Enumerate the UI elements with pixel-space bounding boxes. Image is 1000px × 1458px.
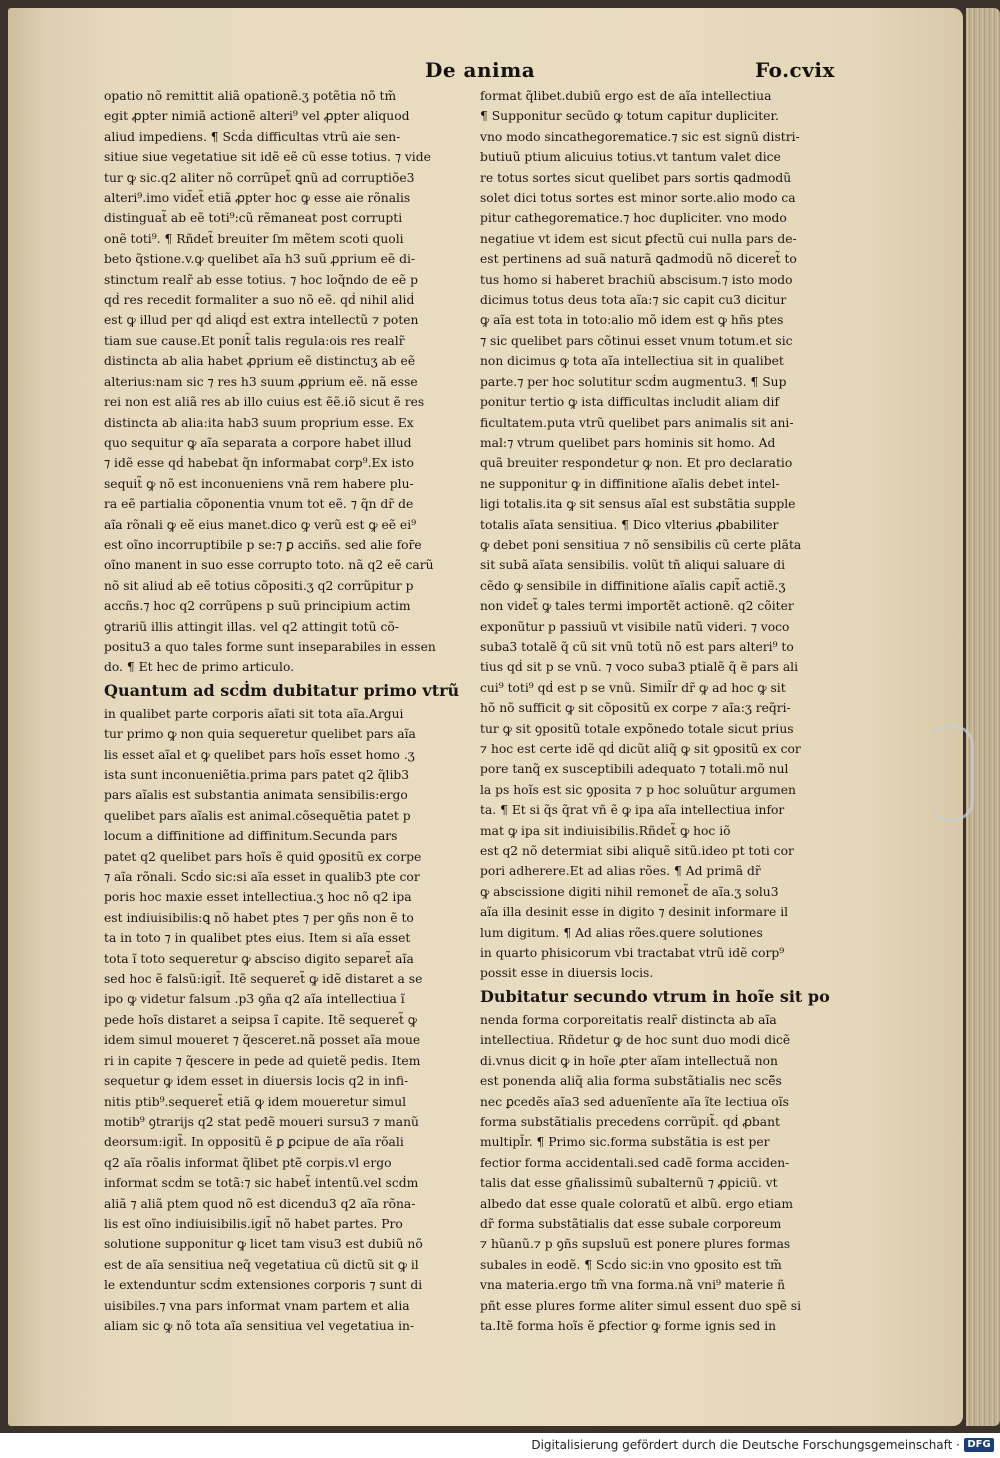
text-line: tota ĩ toto sequeretur ꝙ absciso digito separet̃ aĩa bbox=[104, 951, 414, 966]
text-line: distincta ab alia:ita hab3 suum proprium esse. Ex bbox=[104, 415, 414, 430]
text-line: locum a diffinitione ad diffinitum.Secunda pars bbox=[104, 829, 398, 844]
text-line: solutione supponitur ꝙ licet tam visu3 est dubiũ nõ bbox=[104, 1237, 423, 1252]
running-title: De anima bbox=[425, 58, 536, 82]
text-line: tur primo ꝙ non quia sequeretur quelibet pars aĩa bbox=[104, 727, 416, 742]
text-line: aliam sic ꝙ nõ tota aĩa sensitiua vel vegetatiua in- bbox=[104, 1318, 415, 1333]
text-line: ⁊ hoc est certe idẽ qḋ dicũt aliq̃ ꝙ sit ꝯpositũ ex cor bbox=[480, 742, 801, 756]
text-line: sed hoc ẽ falsũ:igit̃. Itẽ sequeret̃ ꝙ idẽ distaret a se bbox=[104, 972, 423, 987]
text-line: non dicimus ꝙ tota aĩa intellectiua sit in qualibet bbox=[480, 354, 784, 369]
text-line: pori adherere.Et ad alias rões. ¶ Ad primã dr̃ bbox=[480, 864, 761, 879]
text-line: ꝙ aĩa est tota in toto:alio mõ idem est ꝙ hñs ptes bbox=[480, 313, 784, 328]
text-line: multipl̃r. ¶ Primo sic.forma substãtia is est per bbox=[480, 1135, 770, 1150]
right-column bbox=[480, 86, 852, 1336]
right-column-lines bbox=[480, 86, 852, 984]
text-line: vna materia.ergo tm̃ vna forma.nã vni⁹ materie ñ bbox=[480, 1278, 785, 1293]
text-line: tiam sue cause.Et ponit̃ talis regula:ois res realr̃ bbox=[104, 333, 405, 348]
text-line: ¶ Supponitur secũdo ꝙ totum capitur dupliciter. bbox=[480, 109, 779, 124]
text-line: patet q2 quelibet pars hoĩs ẽ quid ꝯpositũ ex corpe bbox=[104, 849, 422, 864]
text-line: solet dici totus sortes est minor sorte.alio modo ca bbox=[480, 191, 796, 206]
text-line: ta.Itẽ forma hoĩs ẽ ꝑfectior ꝙ forme ignis sed in bbox=[480, 1318, 777, 1333]
left-column-lines-2 bbox=[104, 704, 476, 1337]
text-line: vno modo sincathegorematice.⁊ sic est signũ distri- bbox=[480, 129, 800, 144]
text-line: ligi totalis.ita ꝙ sit sensus aĩal est substãtia supple bbox=[480, 497, 796, 512]
text-line: lis est oĩno indiuisibilis.igit̃ nõ habet partes. Pro bbox=[104, 1216, 403, 1231]
text-line: pitur cathegorematice.⁊ hoc dupliciter. vno modo bbox=[480, 211, 787, 226]
text-line: totalis aĩata sensitiua. ¶ Dico vlterius ꝓbabiliter bbox=[480, 517, 779, 532]
text-line: albedo dat esse quale coloratũ et albũ. ergo etiam bbox=[480, 1196, 794, 1211]
text-line: ꝙ abscissione digiti nihil remonet̃ de aĩa.ʒ solu3 bbox=[480, 884, 779, 899]
text-line: sit subã aĩata sensibilis. volũt tñ aliqui saluare di bbox=[480, 558, 786, 573]
text-line: lum digitum. ¶ Ad alias rões.quere solutiones bbox=[480, 925, 763, 940]
text-line: nõ sit aliuḋ ab eẽ totius cõpositi.ʒ q2 corrũpitur p bbox=[104, 578, 414, 593]
text-line: est ꝙ illud per qḋ aliqḋ est extra intellectũ ⁊ poten bbox=[104, 313, 419, 328]
text-line: qḋ res recedit formaliter a suo nõ eẽ. qḋ nihil aliḋ bbox=[104, 293, 415, 308]
right-section-heading: Dubitatur secundo vtrum in hoĩe sit po bbox=[480, 986, 830, 1006]
text-line: cẽdo ꝙ sensibile in diffinitione aĩalis capit̃ actiẽ.ʒ bbox=[480, 578, 786, 593]
text-line: pars aĩalis est substantia animata sensibilis:ergo bbox=[104, 788, 408, 803]
text-line: dicimus totus deus tota aĩa:⁊ sic capit cu3 dicitur bbox=[480, 293, 787, 308]
text-line: ficultatem.puta vtrũ quelibet pars animalis sit ani- bbox=[480, 415, 794, 430]
book-fore-edge bbox=[966, 8, 1000, 1426]
left-column bbox=[104, 86, 476, 1336]
text-line: tius qḋ sit p se vnũ. ⁊ voco suba3 ptialẽ q̃ ẽ pars ali bbox=[480, 660, 799, 675]
folio-number: Fo.cvix bbox=[755, 58, 835, 82]
text-line: positu3 a quo tales forme sunt inseparabiles in essen bbox=[104, 639, 436, 654]
text-line: do. ¶ Et hec de primo articulo. bbox=[104, 660, 295, 675]
text-line: est ponenda aliq̃ alia forma substãtialis nec scẽ̃s bbox=[480, 1074, 782, 1089]
text-line: tur ꝙ sit ꝯpositũ totale expõnedo totale sicut prius bbox=[480, 721, 794, 736]
text-line: nitis ptib⁹.sequeret̃ etiã ꝙ idem moueretur simul bbox=[104, 1094, 407, 1109]
text-line: pore tanq̃ ex susceptibili adequato ⁊ totali.mõ nul bbox=[480, 762, 789, 777]
text-line: talis dat esse gñalissimũ subalternũ ⁊ ꝓpiciũ. vt bbox=[480, 1176, 778, 1191]
text-line: ponitur tertio ꝙ ista difficultas includit aliam dif bbox=[480, 395, 780, 410]
text-line: ta in toto ⁊ in qualibet ptes eius. Item si aĩa esset bbox=[104, 931, 411, 946]
text-line: uisibiles.⁊ vna pars informat vnam partem et alia bbox=[104, 1298, 410, 1313]
text-line: est indiuisibilis:ꝗ nõ habet ptes ⁊ per ꝯñs non ẽ to bbox=[104, 910, 414, 925]
text-line: ⁊ aĩa rõnali. Scḋo sic:si aĩa esset in qualib3 pte cor bbox=[104, 870, 420, 885]
text-line: stinctum realr̃ ab esse totius. ⁊ hoc loq̃ndo de eẽ p bbox=[104, 272, 418, 287]
text-line: distinguat̃ ab eẽ toti⁹:cũ rẽmaneat post corrupti bbox=[104, 211, 403, 226]
text-line: format q̃libet.dubiũ ergo est de aĩa intellectiua bbox=[480, 89, 772, 103]
dfg-logo: DFG bbox=[964, 1438, 994, 1452]
text-line: deorsum:igit̃. In oppositũ ẽ ꝑ ꝑcipue de aĩa rõali bbox=[104, 1135, 404, 1150]
text-line: tus homo si haberet brachiũ abscisum.⁊ isto modo bbox=[480, 272, 793, 287]
text-line: mat ꝙ ipa sit indiuisibilis.Rñdet̃ ꝙ hoc iõ bbox=[480, 823, 731, 838]
text-line: ra eẽ partialia cõponentia vnum tot eẽ. ⁊ q̃n dr̃ de bbox=[104, 497, 414, 512]
text-line: non videt̃ ꝙ tales termi importẽt actionẽ. q2 cõiter bbox=[480, 599, 794, 614]
text-line: distincta ab alia habet ꝓprium eẽ distinctuʒ ab eẽ bbox=[104, 354, 416, 369]
text-line: accñs.⁊ hoc q2 corrũpens p suũ principium actim bbox=[104, 599, 411, 614]
text-line: in qualibet parte corporis aĩati sit tota aĩa.Argui bbox=[104, 706, 404, 721]
text-line: aĩa illa desinit esse in digito ⁊ desinit informare il bbox=[480, 905, 789, 920]
footer-credit: Digitalisierung gefördert durch die Deutsche Forschungsgemeinschaft · bbox=[531, 1438, 960, 1452]
text-line: aliud impediens. ¶ Scḋa difficultas vtrũ aie sen- bbox=[104, 129, 401, 144]
right-column-lines-2 bbox=[480, 1010, 852, 1337]
text-line: rei non est aliã res ab illo cuius est ẽẽ.iõ sicut ẽ res bbox=[104, 395, 425, 410]
text-line: oĩno manent in suo esse corrupto toto. nã q2 eẽ carũ bbox=[104, 558, 434, 573]
text-line: ⁊ sic quelibet pars cõtinui esset vnum totum.et sic bbox=[480, 333, 793, 348]
text-line: ꝯtrariũ illis attingit illas. vel q2 attingit totũ cõ- bbox=[104, 619, 399, 634]
text-line: tur ꝙ sic.q2 aliter nõ corrũpet̃ ꝗnũ ad corruptiõe3 bbox=[104, 170, 415, 185]
text-line: idem simul moueret ⁊ q̃esceret.nã posset aĩa moue bbox=[104, 1033, 421, 1048]
text-line: fectior forma accidentali.sed cadẽ forma acciden- bbox=[480, 1155, 790, 1170]
text-line: aliã ⁊ aliã ptem quod nõ est dicendu3 q2 aĩa rõna- bbox=[104, 1196, 416, 1211]
digitization-footer bbox=[0, 1433, 1000, 1458]
text-line: subales in eodẽ. ¶ Scḋo sic:in vno ꝯposito est tm̃ bbox=[480, 1257, 782, 1272]
text-line: opatio nõ remittit aliã opationẽ.ʒ potẽtia nõ tm̃ bbox=[104, 89, 397, 103]
text-line: nenda forma corporeitatis realr̃ distincta ab aĩa bbox=[480, 1012, 777, 1027]
text-line: la ps hoĩs est sic ꝯposita ⁊ p hoc soluũtur argumen bbox=[480, 782, 796, 797]
text-line: ne supponitur ꝙ in diffinitione aĩalis debet intel- bbox=[480, 476, 780, 491]
text-line: intellectiua. Rñdetur ꝙ de hoc sunt duo modi dicẽ bbox=[480, 1033, 791, 1048]
text-line: hõ nõ sufficit ꝙ sit cõpositũ ex corpe ⁊ aĩa:ʒ req̃ri- bbox=[480, 701, 791, 716]
text-line: egit ꝓpter nimiã actionẽ alteri⁹ vel ꝓpter aliquod bbox=[104, 109, 410, 124]
text-line: q2 aĩa rõalis informat q̃libet ptẽ corpis.vl ergo bbox=[104, 1155, 392, 1170]
text-line: beto q̃stione.v.ꝙ quelibet aĩa h3 suũ ꝓprium eẽ di- bbox=[104, 252, 416, 267]
text-line: est de aĩa sensitiua neq̃ vegetatiua cũ dictũ sit ꝙ il bbox=[104, 1257, 419, 1272]
text-line: est pertinens ad suã naturã ꝗadmoḋũ nõ diceret̃ to bbox=[480, 252, 797, 267]
left-column-lines bbox=[104, 86, 476, 678]
text-line: aĩa rõnali ꝙ eẽ eius manet.dico ꝙ verũ est ꝙ eẽ ei⁹ bbox=[104, 517, 417, 532]
text-line: possit esse in diuersis locis. bbox=[480, 966, 654, 981]
text-line: ꝙ debet poni sensitiua ⁊ nõ sensibilis cũ certe plãta bbox=[480, 537, 802, 552]
text-line: ista sunt inconueniẽtia.prima pars patet q2 q̃lib3 bbox=[104, 768, 410, 782]
text-line: sequetur ꝙ idem esset in diuersis locis q2 in infi- bbox=[104, 1074, 409, 1089]
text-line: alterius:nam sic ⁊ res h3 suum ꝓprium eẽ. nã esse bbox=[104, 374, 418, 389]
text-line: mal:⁊ vtrum quelibet pars hominis sit homo. Ad bbox=[480, 435, 776, 450]
text-line: motib⁹ ꝯtrarijs q2 stat pedẽ moueri sursu3 ⁊ manũ bbox=[104, 1114, 419, 1129]
text-line: poris hoc maxie esset intellectiua.ʒ hoc nõ q2 ipa bbox=[104, 890, 412, 905]
text-line: sitiue siue vegetatiue sit idẽ eẽ cũ esse totius. ⁊ vide bbox=[104, 150, 431, 165]
text-line: quelibet pars aĩalis est animal.cõsequẽtia patet p bbox=[104, 808, 411, 823]
text-line: dr̃ forma substãtialis dat esse subale corporeum bbox=[480, 1216, 782, 1231]
text-line: le extenduntur scḋm extensiones corporis ⁊ sunt di bbox=[104, 1278, 423, 1293]
text-line: suba3 totalẽ q̃ cũ sit vnũ totũ nõ est pars alteri⁹ to bbox=[480, 639, 794, 654]
text-line: forma substãtialis precedens corrũpit̃. qḋ ꝓbant bbox=[480, 1114, 780, 1129]
text-line: ipo ꝙ videtur falsum .p3 ꝯña q2 aĩa intellectiua ĩ bbox=[104, 992, 405, 1007]
text-line: ri in capite ⁊ q̃escere in pede ad quietẽ pedis. Item bbox=[104, 1053, 421, 1068]
text-line: nec ꝑcedẽs aĩa3 sed aduenĩente aĩa ĩte lectiua oĩs bbox=[480, 1094, 789, 1109]
text-line: onẽ toti⁹. ¶ Rñdet̃ breuiter ſm mẽtem scoti quoli bbox=[104, 231, 404, 246]
text-line: di.vnus dicit ꝙ in hoĩe ꝓter aĩam intellectuã non bbox=[480, 1053, 778, 1068]
text-line: exponũtur p passiuũ vt visibile natũ videri. ⁊ voco bbox=[480, 619, 790, 634]
text-line: ⁊ idẽ esse qḋ habebat q̃n informabat corp⁹.Ex isto bbox=[104, 456, 414, 471]
text-line: sequit̃ ꝙ nõ est inconueniens vnã rem habere plu- bbox=[104, 476, 414, 491]
text-line: negatiue vt idem est sicut ꝑfectũ cui nulla pars de- bbox=[480, 231, 797, 246]
text-line: in quarto phisicorum vbi tractabat vtrũ idẽ corp⁹ bbox=[480, 946, 785, 961]
text-line: cui⁹ toti⁹ qḋ est p se vnũ. Simil̃r dr̃ ꝙ ad hoc ꝙ sit bbox=[480, 680, 786, 695]
text-line: lis esset aĩal et ꝙ quelibet pars hoĩs esset homo .ʒ bbox=[104, 747, 415, 762]
text-line: alteri⁹.imo vid̃et̃ etiã ꝓpter hoc ꝙ esse aie rõnalis bbox=[104, 191, 411, 206]
text-line: est oĩno incorruptibile p se:⁊ ꝑ acciñs. sed alie for̄e bbox=[104, 537, 422, 552]
text-line: butiuũ ptium alicuius totius.vt tantum valet dice bbox=[480, 150, 781, 165]
text-line: quo sequitur ꝙ aĩa separata a corpore habet illud bbox=[104, 435, 412, 450]
text-line: pede hoĩs distaret a seipsa ĩ capite. Itẽ sequeret̃ ꝙ bbox=[104, 1012, 418, 1027]
left-section-heading: Quantum ad scḋm dubitatur primo vtrũ bbox=[104, 680, 460, 700]
text-line: re totus sortes sicut quelibet pars sortis ꝗadmodũ bbox=[480, 170, 792, 185]
text-line: pñt esse plures forme aliter simul essent duo spẽ si bbox=[480, 1298, 802, 1313]
text-line: est q2 nõ determiat sibi aliquẽ sitũ.ideo pt toti cor bbox=[480, 844, 794, 859]
text-line: quã breuiter respondetur ꝙ non. Et pro declaratio bbox=[480, 456, 793, 471]
paper-clip bbox=[928, 725, 974, 821]
text-line: ta. ¶ Et si q̃s q̃rat vñ ẽ ꝙ ipa aĩa intellectiua infor bbox=[480, 803, 785, 818]
text-line: parte.⁊ per hoc solutitur scḋm augmentu3. ¶ Sup bbox=[480, 374, 787, 389]
text-line: informat scḋm se totã:⁊ sic habet̃ intentũ.vel scḋm bbox=[104, 1176, 419, 1191]
text-line: ⁊ hũanũ.⁊ p ꝯñs supsluũ est ponere plures formas bbox=[480, 1237, 791, 1252]
